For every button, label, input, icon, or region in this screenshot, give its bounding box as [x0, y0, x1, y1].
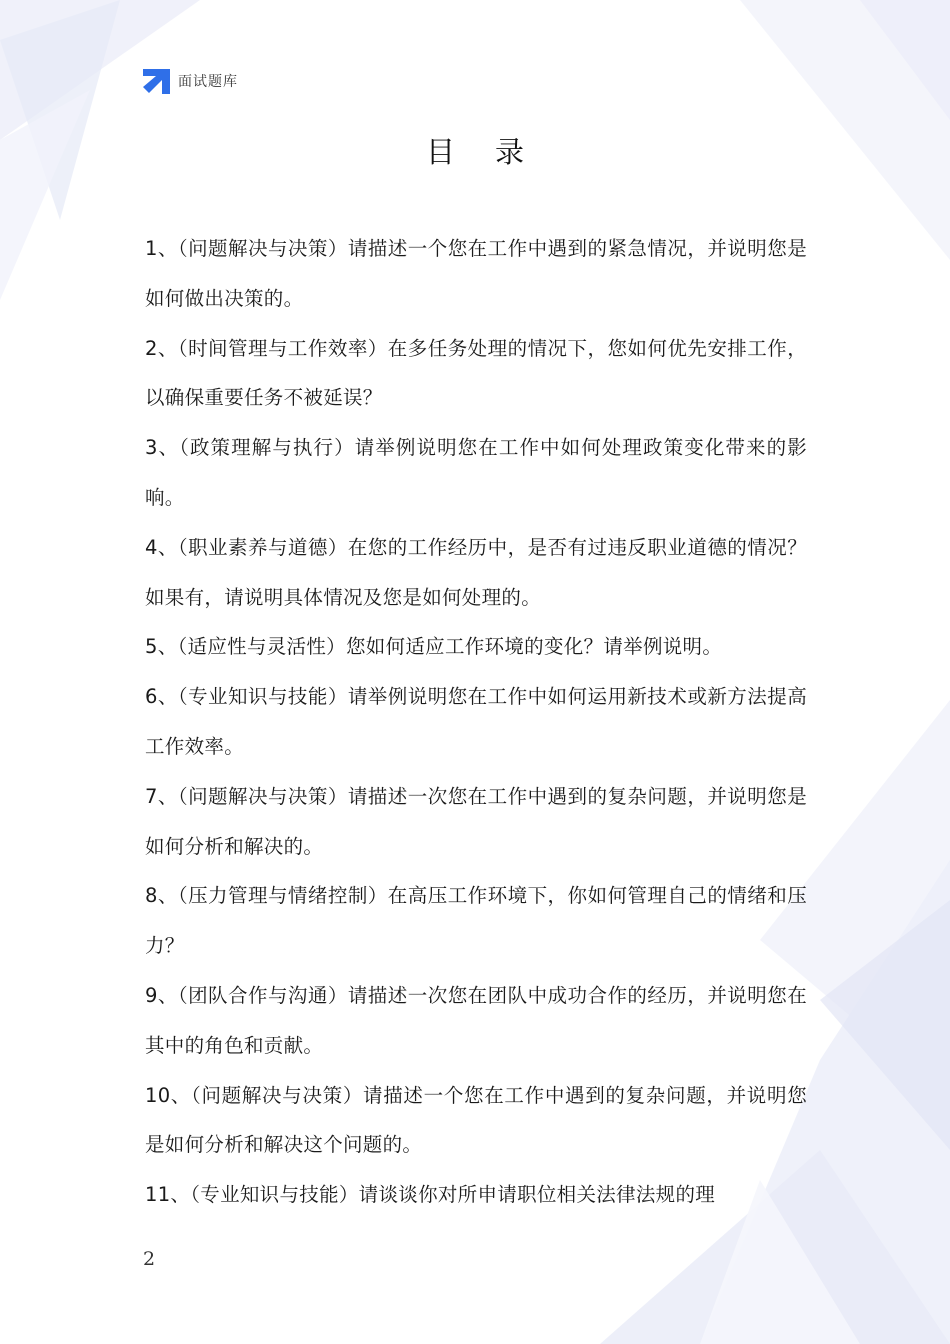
- toc-title-part1: 目: [425, 135, 455, 169]
- toc-item-8[interactable]: 8、（压力管理与情绪控制）在高压工作环境下，你如何管理自己的情绪和压力？: [145, 884, 807, 958]
- toc-item-10[interactable]: 10、（问题解决与决策）请描述一个您在工作中遇到的复杂问题，并说明您是如何分析和解决这个问题的。: [145, 1083, 807, 1157]
- toc-title: [0, 130, 950, 171]
- toc-item-3[interactable]: 3、（政策理解与执行）请举例说明您在工作中如何处理政策变化带来的影响。: [145, 436, 807, 509]
- brand-name: 面试题库: [178, 74, 238, 90]
- toc-item-4[interactable]: 4、（职业素养与道德）在您的工作经历中，是否有过违反职业道德的情况？如果有，请说明具体情况及您是如何处理的。: [145, 535, 807, 609]
- page-number: 2: [143, 1248, 156, 1270]
- toc-item-6[interactable]: 6、（专业知识与技能）请举例说明您在工作中如何运用新技术或新方法提高工作效率。: [145, 685, 807, 758]
- toc-item-7[interactable]: 7、（问题解决与决策）请描述一次您在工作中遇到的复杂问题，并说明您是如何分析和解决的。: [145, 784, 807, 858]
- document-header: [143, 68, 238, 94]
- toc-item-9[interactable]: 9、（团队合作与沟通）请描述一次您在团队中成功合作的经历，并说明您在其中的角色和贡献。: [145, 983, 807, 1057]
- toc-item-11[interactable]: 11、（专业知识与技能）请谈谈你对所申请职位相关法律法规的理: [145, 1183, 716, 1207]
- toc-list: [145, 224, 807, 1220]
- toc-item-5[interactable]: 5、（适应性与灵活性）您如何适应工作环境的变化？请举例说明。: [145, 635, 723, 659]
- arrow-up-right-icon: [143, 69, 170, 94]
- toc-item-2[interactable]: 2、（时间管理与工作效率）在多任务处理的情况下，您如何优先安排工作，以确保重要任务不被延误？: [145, 336, 807, 410]
- toc-title-part2: 录: [495, 135, 525, 169]
- toc-item-1[interactable]: 1、（问题解决与决策）请描述一个您在工作中遇到的紧急情况，并说明您是如何做出决策的。: [145, 237, 807, 310]
